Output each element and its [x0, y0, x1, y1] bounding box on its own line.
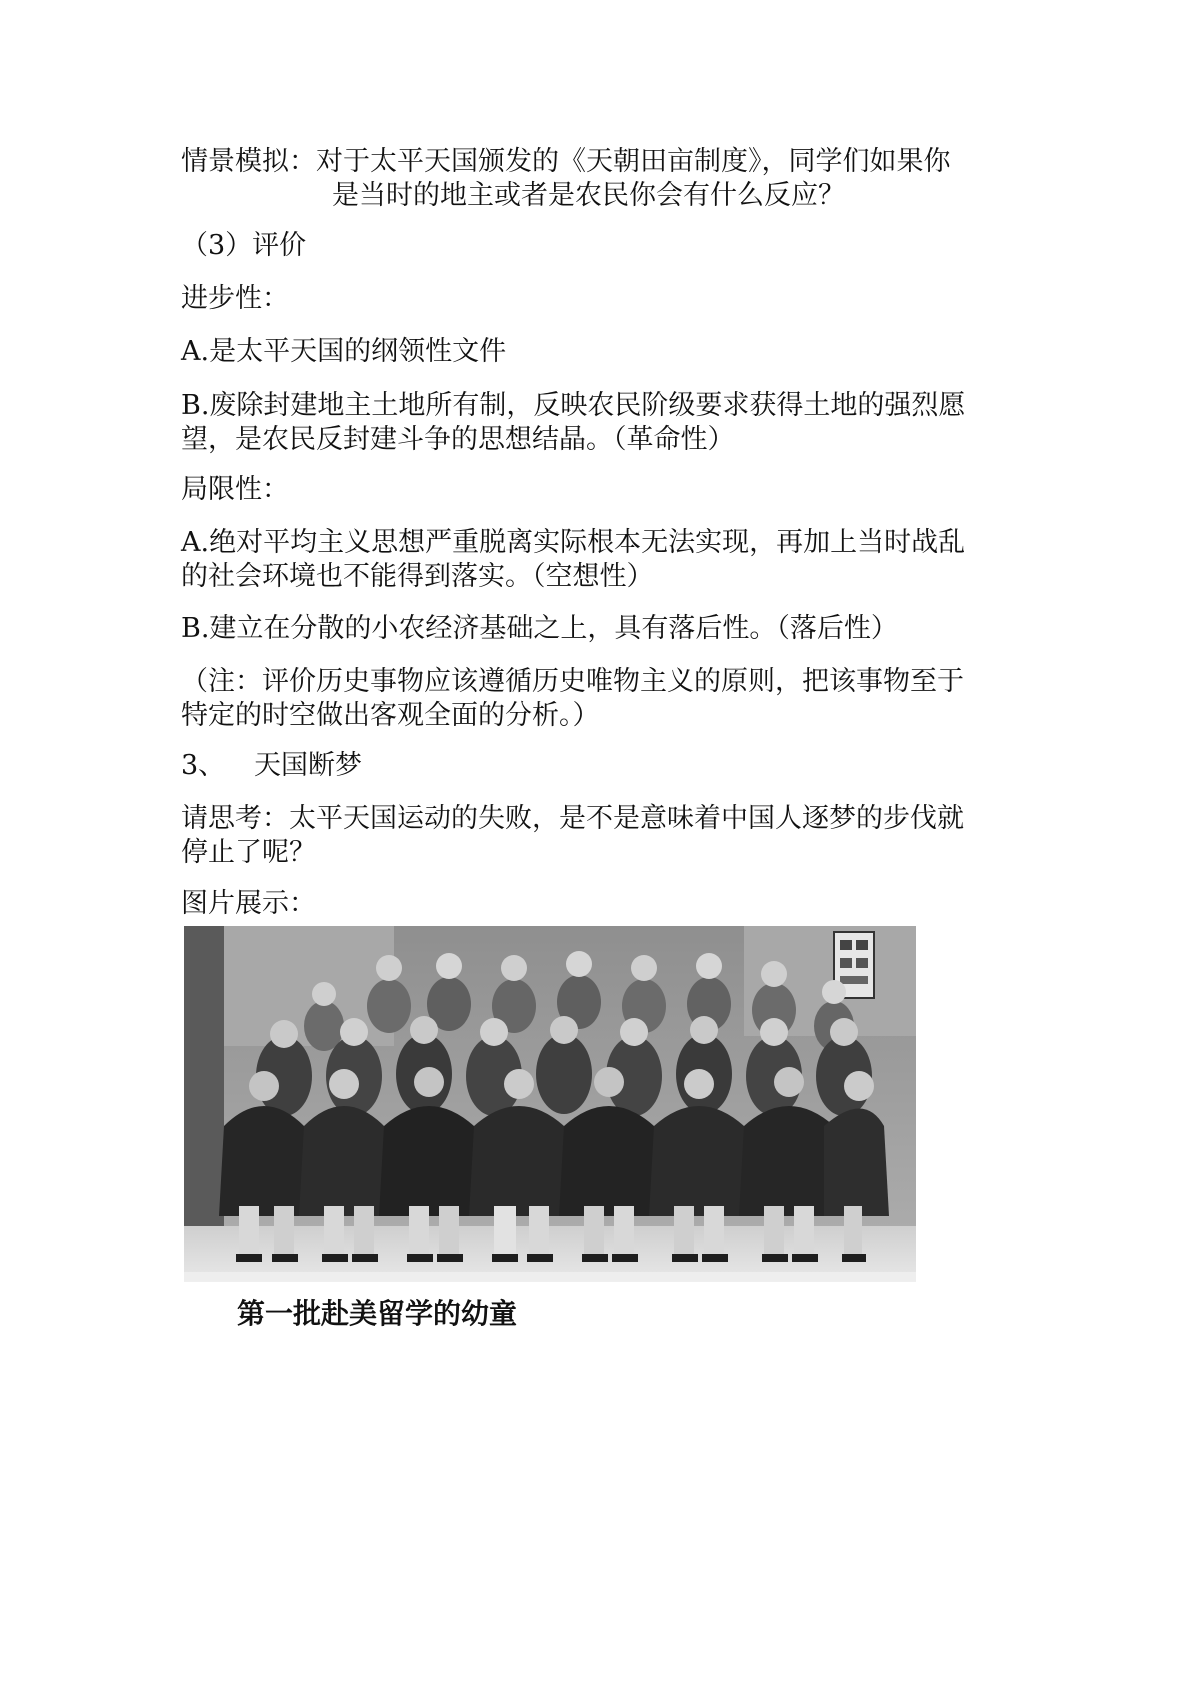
- historical-group-photo: [184, 926, 916, 1282]
- limits-item-a-line-1: A.绝对平均主义思想严重脱离实际根本无法实现，再加上当时战乱: [181, 527, 966, 558]
- question-line-1: 请思考：太平天国运动的失败，是不是意味着中国人逐梦的步伐就: [181, 803, 964, 834]
- picture-label: 图片展示：: [181, 888, 316, 919]
- limits-item-a-line-2: 的社会环境也不能得到落实。（空想性）: [181, 561, 654, 592]
- photo-caption: 第一批赴美留学的幼童: [237, 1297, 518, 1330]
- progress-heading: 进步性：: [181, 283, 289, 314]
- section-3-number: 3、: [181, 750, 226, 781]
- progress-item-a: A.是太平天国的纲领性文件: [181, 336, 507, 367]
- question-line-2: 停止了呢？: [181, 837, 316, 868]
- note-line-2: 特定的时空做出客观全面的分析。）: [181, 700, 600, 731]
- note-line-1: （注：评价历史事物应该遵循历史唯物主义的原则，把该事物至于: [181, 666, 964, 697]
- limits-item-b: B.建立在分散的小农经济基础之上，具有落后性。（落后性）: [181, 613, 898, 644]
- progress-item-b-line-2: 望，是农民反封建斗争的思想结晶。（革命性）: [181, 424, 735, 455]
- limits-heading: 局限性：: [181, 474, 289, 505]
- scenario-line-2: 是当时的地主或者是农民你会有什么反应？: [332, 180, 845, 211]
- section-3-title: 天国断梦: [254, 750, 362, 781]
- scenario-line-1: 情景模拟：对于太平天国颁发的《天朝田亩制度》，同学们如果你: [181, 146, 951, 177]
- evaluation-heading: （3）评价: [181, 230, 307, 261]
- progress-item-b-line-1: B.废除封建地主土地所有制，反映农民阶级要求获得土地的强烈愿: [181, 390, 966, 421]
